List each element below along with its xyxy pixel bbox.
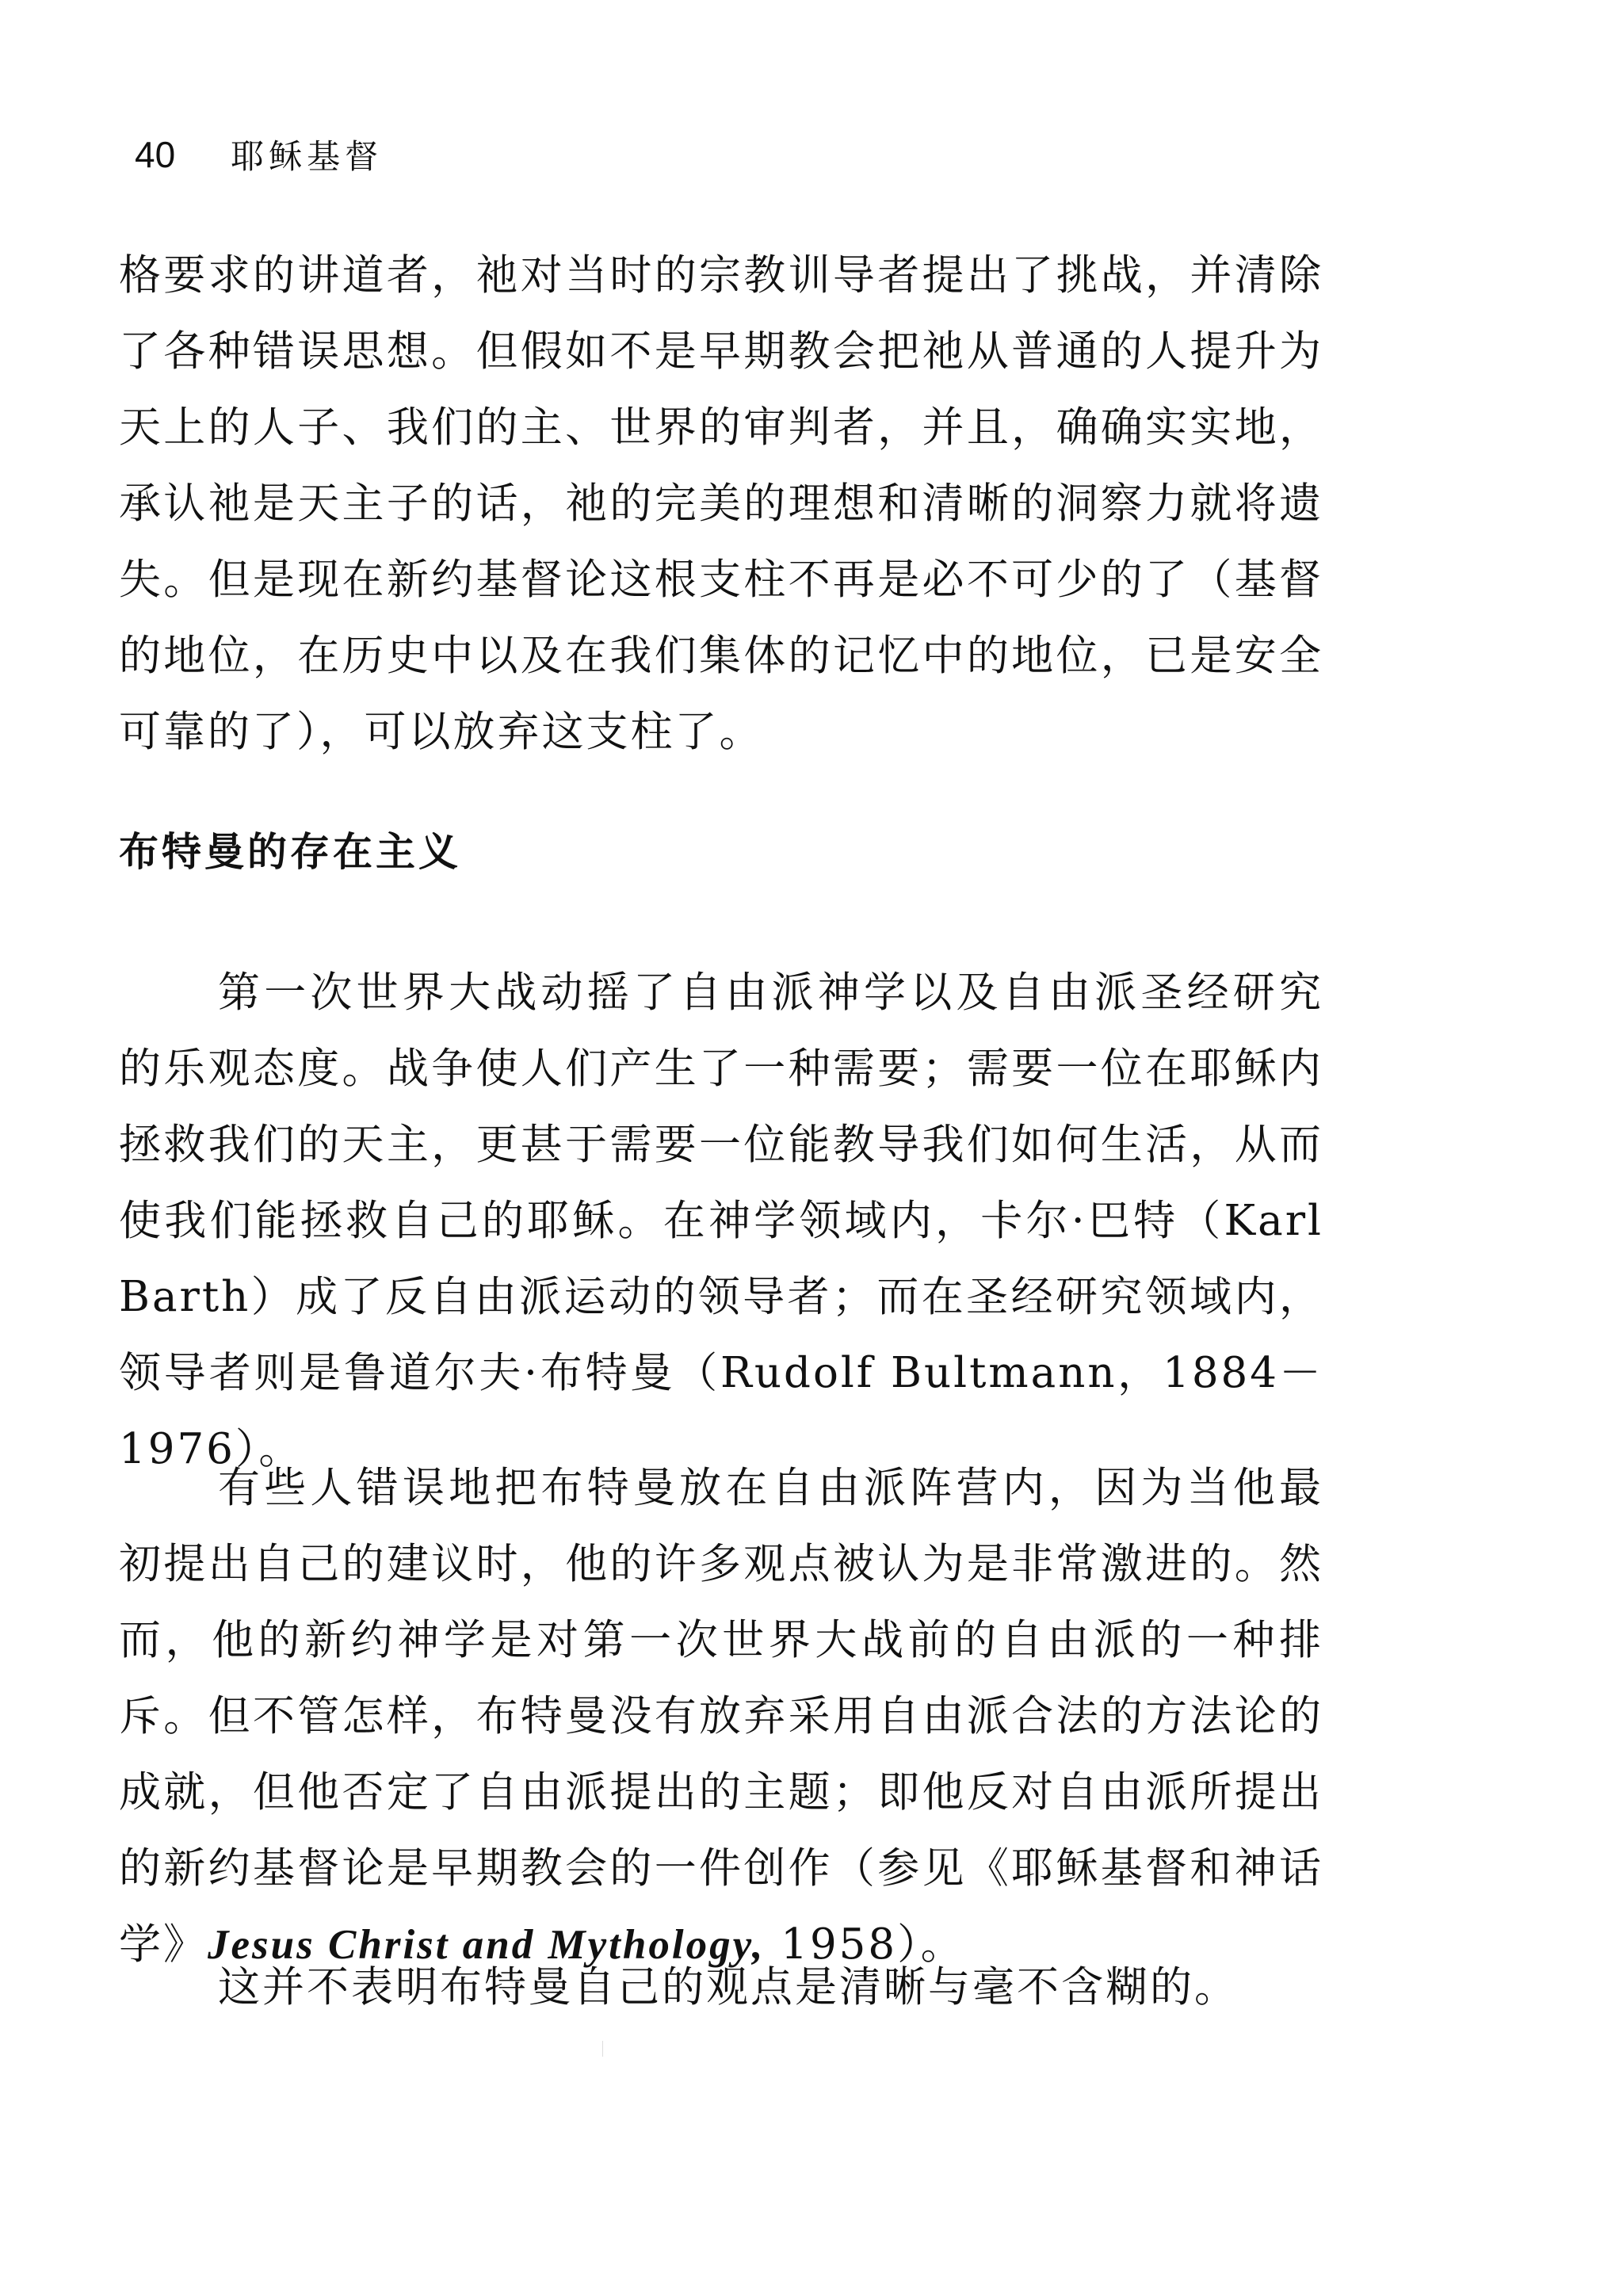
- section-heading: 布特曼的存在主义: [119, 829, 461, 875]
- running-title: 耶稣基督: [231, 137, 384, 176]
- paragraph-3-text: 有些人错误地把布特曼放在自由派阵营内，因为当他最初提出自己的建议时，他的许多观点被认为是非常激进的。然而，他的新约神学是对第一次世界大战前的自由派的一种排斥。但不管怎样，布特曼没有放弃采用自由派合法的方法论的成就，但他否定了自由派提出的主题；即他反对自由派所提出的新约基督论是早期教会的一件创作（参见《耶稣基督和神话学》: [119, 1464, 1323, 1969]
- paragraph-4: 这并不表明布特曼自己的观点是清晰与毫不含糊的。: [218, 1963, 1239, 2011]
- paragraph-3: [119, 1450, 1323, 1983]
- paragraph-1: 格要求的讲道者，祂对当时的宗教训导者提出了挑战，并清除了各种错误思想。但假如不是早期教会把祂从普通的人提升为天上的人子、我们的主、世界的审判者，并且，确确实实地，承认祂是天主子的话，祂的完美的理想和清晰的洞察力就将遗失。但是现在新约基督论这根支柱不再是必不可少的了（基督的地位，在历史中以及在我们集体的记忆中的地位，已是安全可靠的了），可以放弃这支柱了。: [119, 251, 1323, 756]
- paragraph-3-end: 1958）。: [765, 1920, 965, 1969]
- page-header: [135, 127, 383, 182]
- scan-mark: [602, 2041, 603, 2057]
- paragraph-2: 第一次世界大战动摇了自由派神学以及自由派圣经研究的乐观态度。战争使人们产生了一种需要；需要一位在耶稣内拯救我们的天主，更甚于需要一位能教导我们如何生活，从而使我们能拯救自己的耶稣。在神学领域内，卡尔·巴特（Karl Barth）成了反自由派运动的领导者；而在圣经研究领域内，领导者则是鲁道尔夫·布特曼（Rudolf Bultmann，1884－1976）。: [119, 968, 1323, 1473]
- book-title-italic: Jesus Christ and Mythology,: [208, 1922, 766, 1968]
- page-number: 40: [135, 134, 176, 175]
